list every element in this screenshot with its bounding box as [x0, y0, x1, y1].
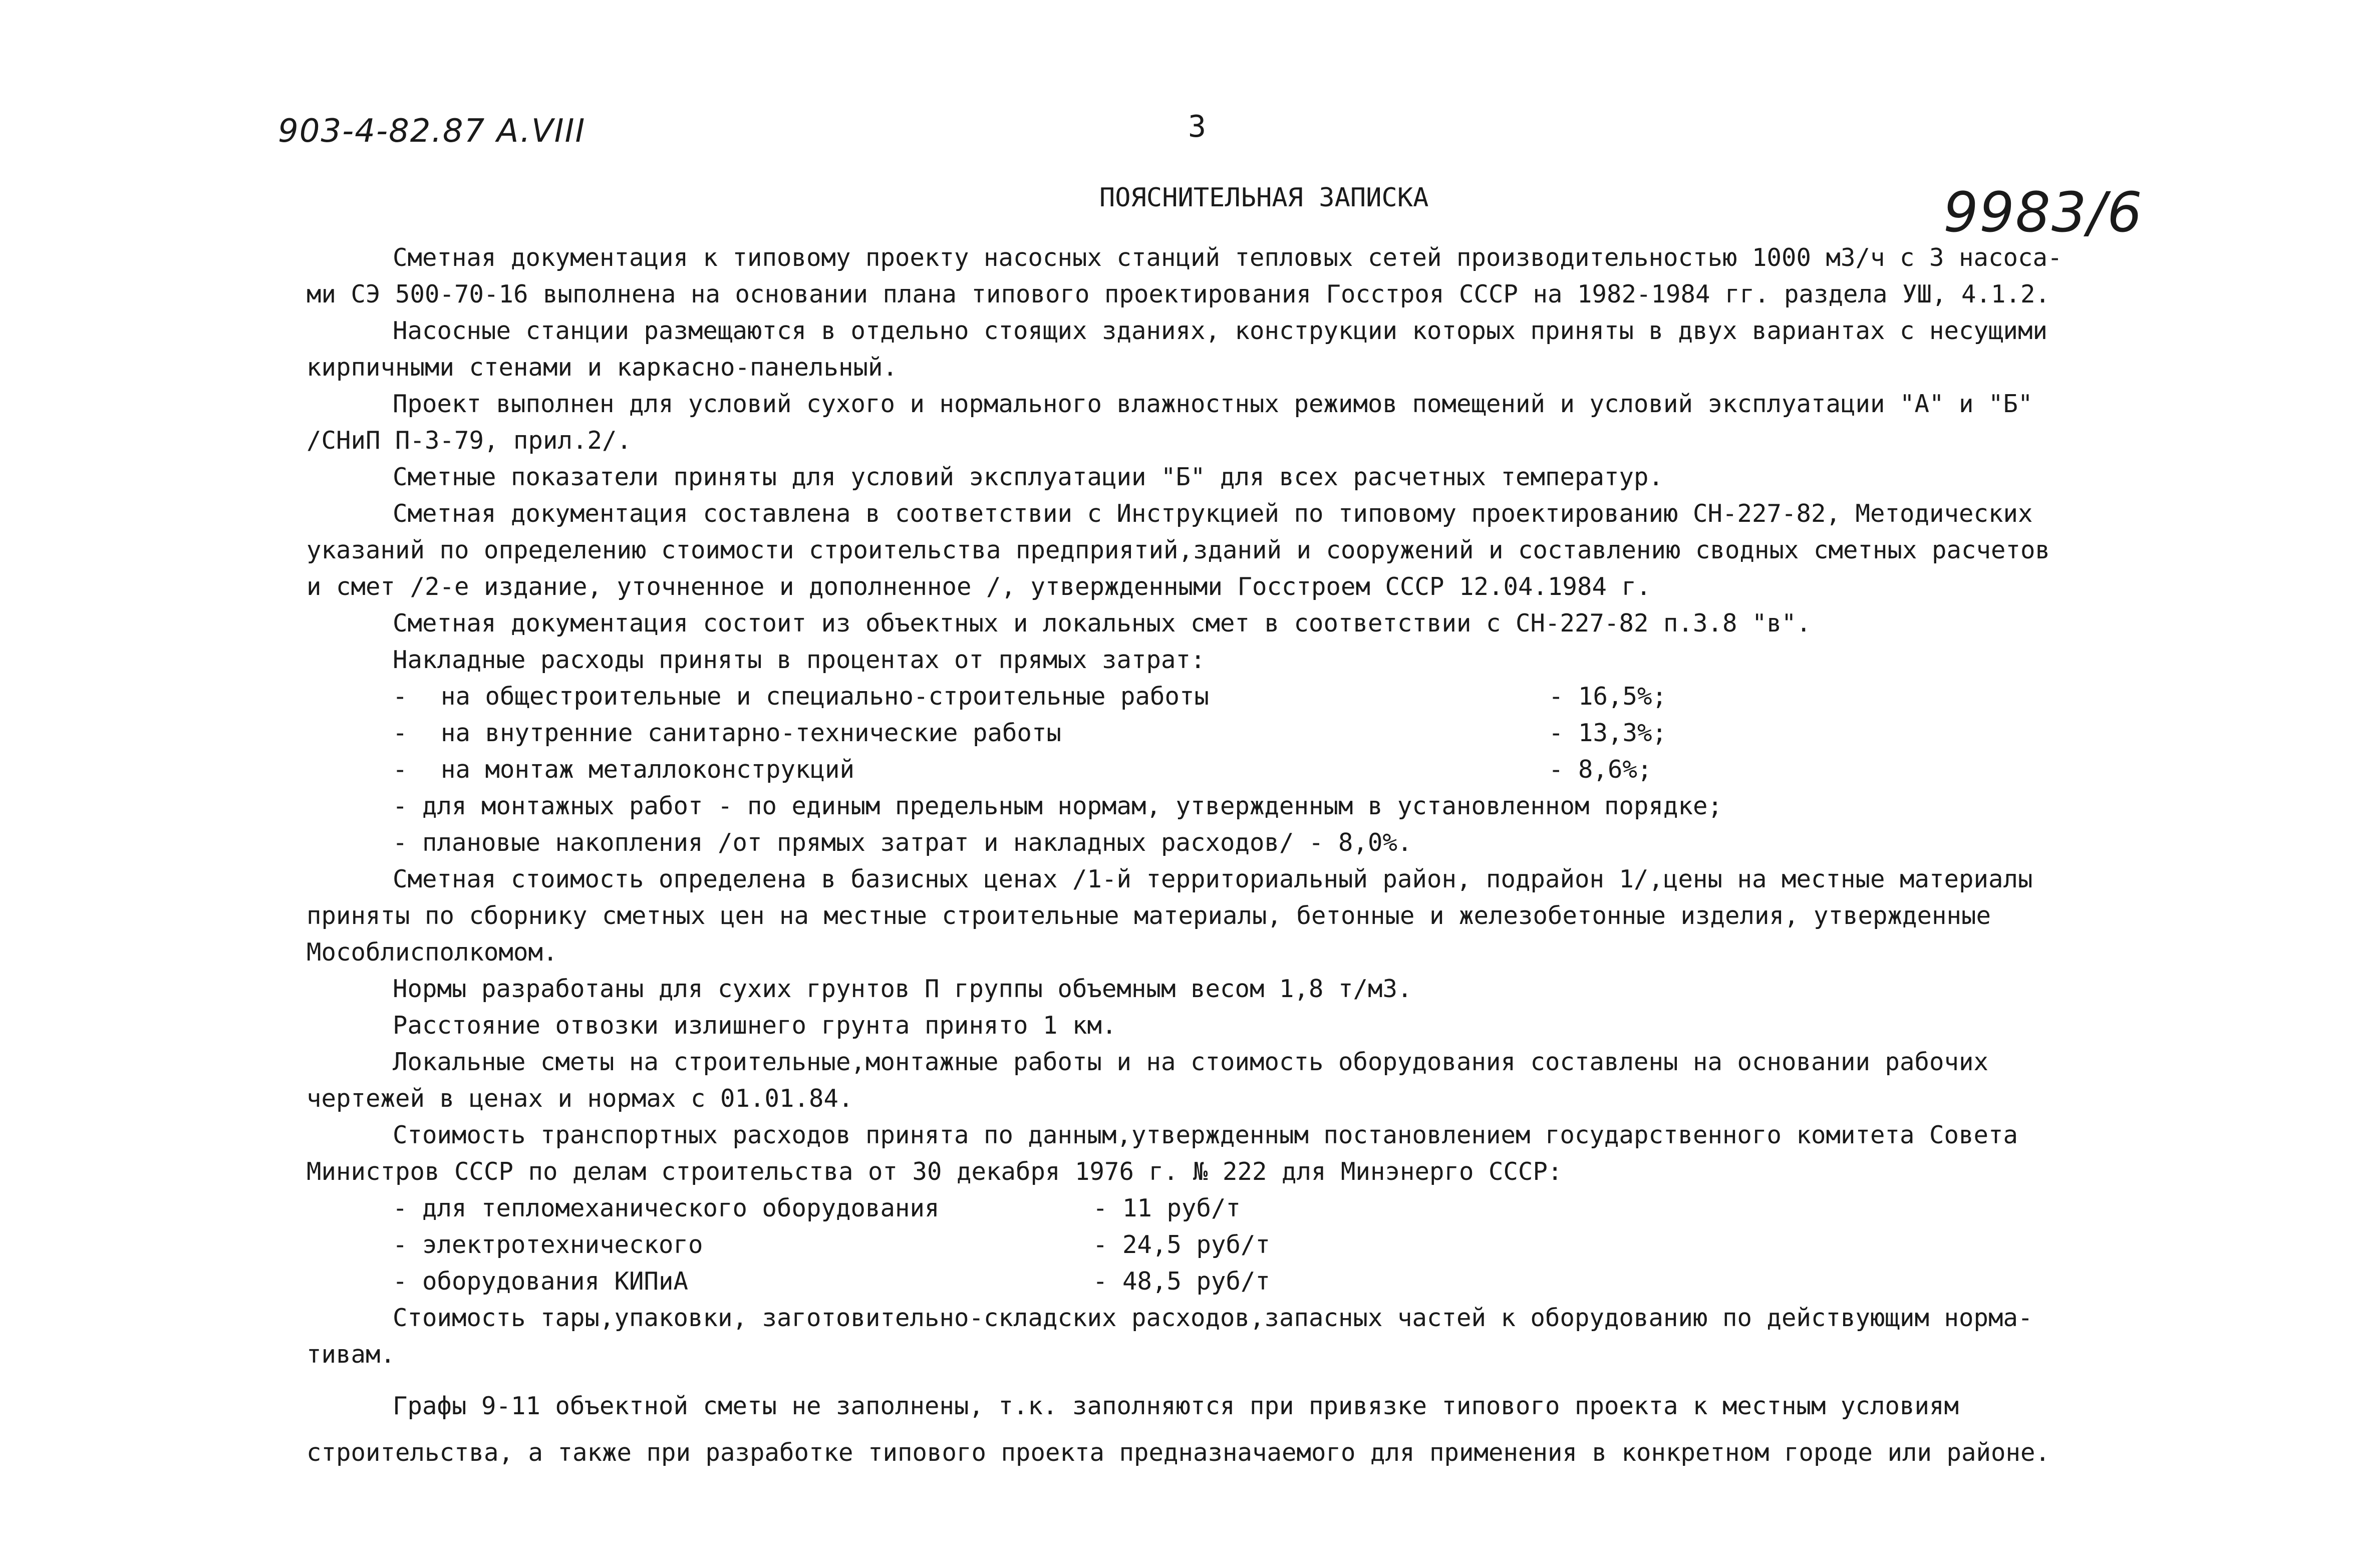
- paragraph-line: приняты по сборнику сметных цен на местные строительные материалы, бетонные и железобетонные изделия, утвержденные: [307, 901, 1991, 930]
- overhead-item: [307, 715, 2110, 751]
- overhead-label: на общестроительные и специально-строительные работы: [441, 682, 1210, 711]
- list-line: - плановые накопления /от прямых затрат и накладных расходов/ - 8,0%.: [393, 828, 1412, 857]
- overhead-item: [307, 751, 2110, 788]
- overhead-label: на монтаж металлоконструкций: [441, 755, 855, 784]
- paragraph-line: тивам.: [307, 1340, 396, 1369]
- transport-value: - 48,5 руб/т: [1093, 1267, 1271, 1296]
- paragraph-line: Сметная документация к типовому проекту насосных станций тепловых сетей производительностью 1000 м3/ч с 3 насоса-: [393, 243, 2062, 272]
- paragraph-line: Стоимость транспортных расходов принята по данным,утвержденным постановлением государственного комитета Совета: [393, 1121, 2018, 1149]
- transport-label: - оборудования КИПиА: [393, 1267, 689, 1296]
- overhead-value: - 13,3%;: [1549, 719, 1667, 747]
- paragraph-line: чертежей в ценах и нормах с 01.01.84.: [307, 1084, 853, 1113]
- transport-value: - 11 руб/т: [1093, 1194, 1241, 1222]
- paragraph-line: Сметная стоимость определена в базисных ценах /1-й территориальный район, подрайон 1/,цены на местные материалы: [393, 865, 2033, 893]
- overhead-value: - 8,6%;: [1549, 755, 1652, 784]
- transport-item: [307, 1226, 2110, 1263]
- document-code: 903-4-82.87 A.VIII: [278, 113, 586, 150]
- paragraph-line: Расстояние отвозки излишнего грунта принято 1 км.: [393, 1011, 1117, 1040]
- transport-item: [307, 1190, 2110, 1226]
- paragraph-line: строительства, а также при разработке типового проекта предназначаемого для применения в конкретном городе или районе.: [307, 1438, 2050, 1467]
- paragraph-line: Стоимость тары,упаковки, заготовительно-складских расходов,запасных частей к оборудованию по действующим норма-: [393, 1304, 2033, 1332]
- paragraph-line: Насосные станции размещаются в отдельно стоящих зданиях, конструкции которых приняты в двух вариантах с несущими: [393, 317, 2048, 345]
- paragraph-line: Сметная документация состоит из объектных и локальных смет в соответствии с СН-227-82 п.3.8 "в".: [393, 609, 1812, 638]
- paragraph-line: Нормы разработаны для сухих грунтов П группы объемным весом 1,8 т/м3.: [393, 975, 1412, 1003]
- paragraph-line: и смет /2-е издание, уточненное и дополненное /, утвержденными Госстроем СССР 12.04.1984 г.: [307, 572, 1651, 601]
- paragraph-line: Сметные показатели приняты для условий эксплуатации "Б" для всех расчетных температур.: [393, 463, 1664, 491]
- paragraph-line: Графы 9-11 объектной сметы не заполнены, т.к. заполняются при привязке типового проекта к местным условиям: [393, 1392, 1959, 1420]
- paragraph-line: Мособлисполкомом.: [307, 938, 558, 967]
- explanatory-note-body: [307, 239, 2110, 1471]
- transport-label: - электротехнического: [393, 1230, 703, 1259]
- archive-stamp: 9983/6: [1943, 180, 2143, 244]
- list-dash: -: [393, 719, 408, 747]
- paragraph-line: Проект выполнен для условий сухого и нормального влажностных режимов помещений и условий эксплуатации "А" и "Б": [393, 390, 2033, 418]
- list-dash: -: [393, 682, 408, 711]
- paragraph-line: ми СЭ 500-70-16 выполнена на основании плана типового проектирования Госстроя СССР на 1982-1984 гг. раздела УШ, 4.1.2.: [307, 280, 2050, 308]
- paragraph-line: Накладные расходы приняты в процентах от прямых затрат:: [393, 646, 1206, 674]
- transport-item: [307, 1263, 2110, 1300]
- page-title: ПОЯСНИТЕЛЬНАЯ ЗАПИСКА: [1099, 183, 1429, 213]
- paragraph-line: Министров СССР по делам строительства от 30 декабря 1976 г. № 222 для Минэнерго СССР:: [307, 1157, 1563, 1186]
- paragraph-line: кирпичными стенами и каркасно-панельный.: [307, 353, 898, 382]
- list-line: - для монтажных работ - по единым предельным нормам, утвержденным в установленном порядке;: [393, 792, 1723, 820]
- paragraph-line: Сметная документация составлена в соответствии с Инструкцией по типовому проектированию СН-227-82, Методических: [393, 499, 2033, 528]
- transport-label: - для тепломеханического оборудования: [393, 1194, 940, 1222]
- transport-value: - 24,5 руб/т: [1093, 1230, 1271, 1259]
- paragraph-line: указаний по определению стоимости строительства предприятий,зданий и сооружений и составлению сводных сметных расчетов: [307, 536, 2050, 564]
- paragraph-line: Локальные сметы на строительные,монтажные работы и на стоимость оборудования составлены на основании рабочих: [393, 1048, 1989, 1076]
- overhead-item: [307, 678, 2110, 715]
- page-number: 3: [1188, 109, 1207, 144]
- overhead-value: - 16,5%;: [1549, 682, 1667, 711]
- list-dash: -: [393, 755, 408, 784]
- paragraph-line: /СНиП П-3-79, прил.2/.: [307, 426, 632, 455]
- overhead-label: на внутренние санитарно-технические работы: [441, 719, 1062, 747]
